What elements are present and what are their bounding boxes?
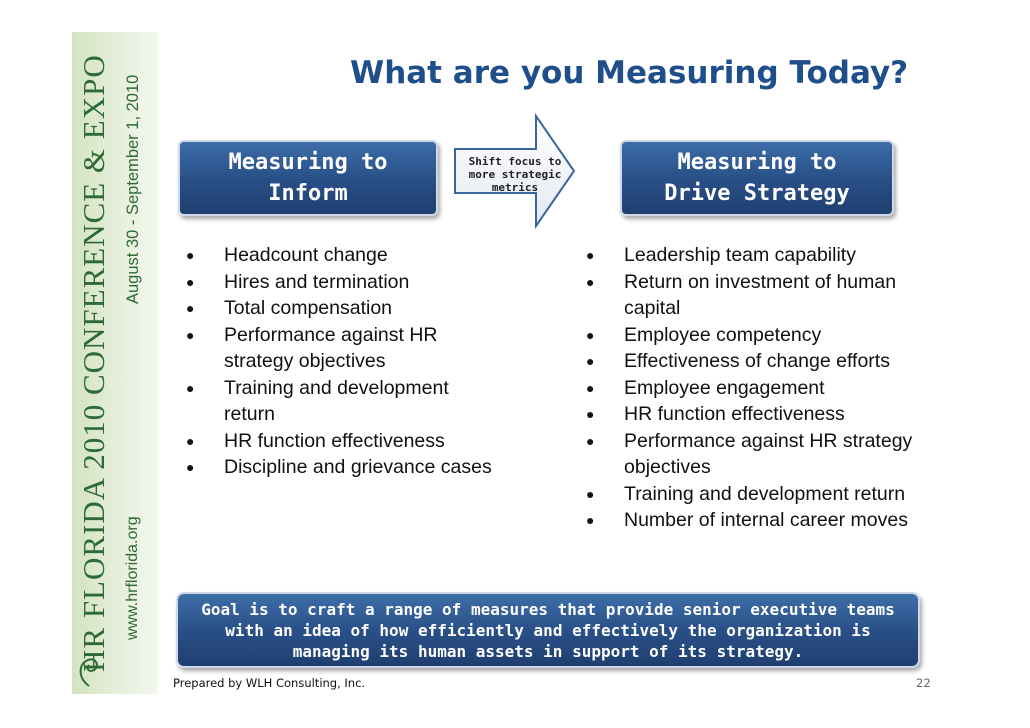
list-item: ● Number of internal career moves	[582, 507, 942, 534]
list-item: ● Leadership team capability	[582, 242, 942, 269]
conference-url: www.hrflorida.org	[124, 516, 141, 640]
strategy-header-box	[620, 140, 894, 216]
list-item: ● Total compensation	[182, 295, 492, 322]
conference-dates: August 30 - September 1, 2010	[124, 74, 142, 304]
shift-focus-line1: Shift focus to	[468, 155, 562, 168]
page-number: 22	[916, 676, 931, 690]
list-item: ● Effectiveness of change efforts	[582, 348, 942, 375]
shift-focus-line2: more strategic	[468, 168, 562, 181]
list-item: ● Employee competency	[582, 322, 942, 349]
inform-header-box	[178, 140, 438, 216]
list-item: ● Training and development return	[582, 481, 942, 508]
inform-header-line2: Inform	[268, 181, 348, 206]
slide-title: What are you Measuring Today?	[350, 55, 909, 91]
inform-metrics-list	[182, 242, 492, 481]
shift-focus-line3: metrics	[491, 181, 539, 194]
inform-header-line1: Measuring to	[228, 150, 388, 175]
footer-credit: Prepared by WLH Consulting, Inc.	[173, 676, 366, 690]
goal-statement-box	[176, 592, 920, 668]
strategy-metrics-list	[582, 242, 942, 534]
list-item: ● Return on investment of human capital	[582, 269, 942, 322]
strategy-header-line1: Measuring to	[677, 150, 837, 175]
shift-focus-label	[458, 155, 572, 194]
list-item: ● Headcount change	[182, 242, 492, 269]
strategy-header-line2: Drive Strategy	[664, 181, 850, 206]
list-item: ● Discipline and grievance cases	[182, 454, 492, 481]
conference-name: HR FLORIDA 2010 CONFERENCE & EXPO	[76, 54, 111, 672]
list-item: ● Hires and termination	[182, 269, 492, 296]
list-item: ● HR function effectiveness	[582, 401, 942, 428]
list-item: ● Performance against HR strategy objectives	[582, 428, 942, 481]
list-item: ● Employee engagement	[582, 375, 942, 402]
list-item: ● Training and development return	[182, 375, 492, 428]
goal-statement: Goal is to craft a range of measures that provide senior executive teams with an idea of how efficiently and effectively the organization is managing its human assets in support of its strategy.	[201, 599, 895, 661]
list-item: ● HR function effectiveness	[182, 428, 492, 455]
list-item: ● Performance against HR strategy objectives	[182, 322, 492, 375]
